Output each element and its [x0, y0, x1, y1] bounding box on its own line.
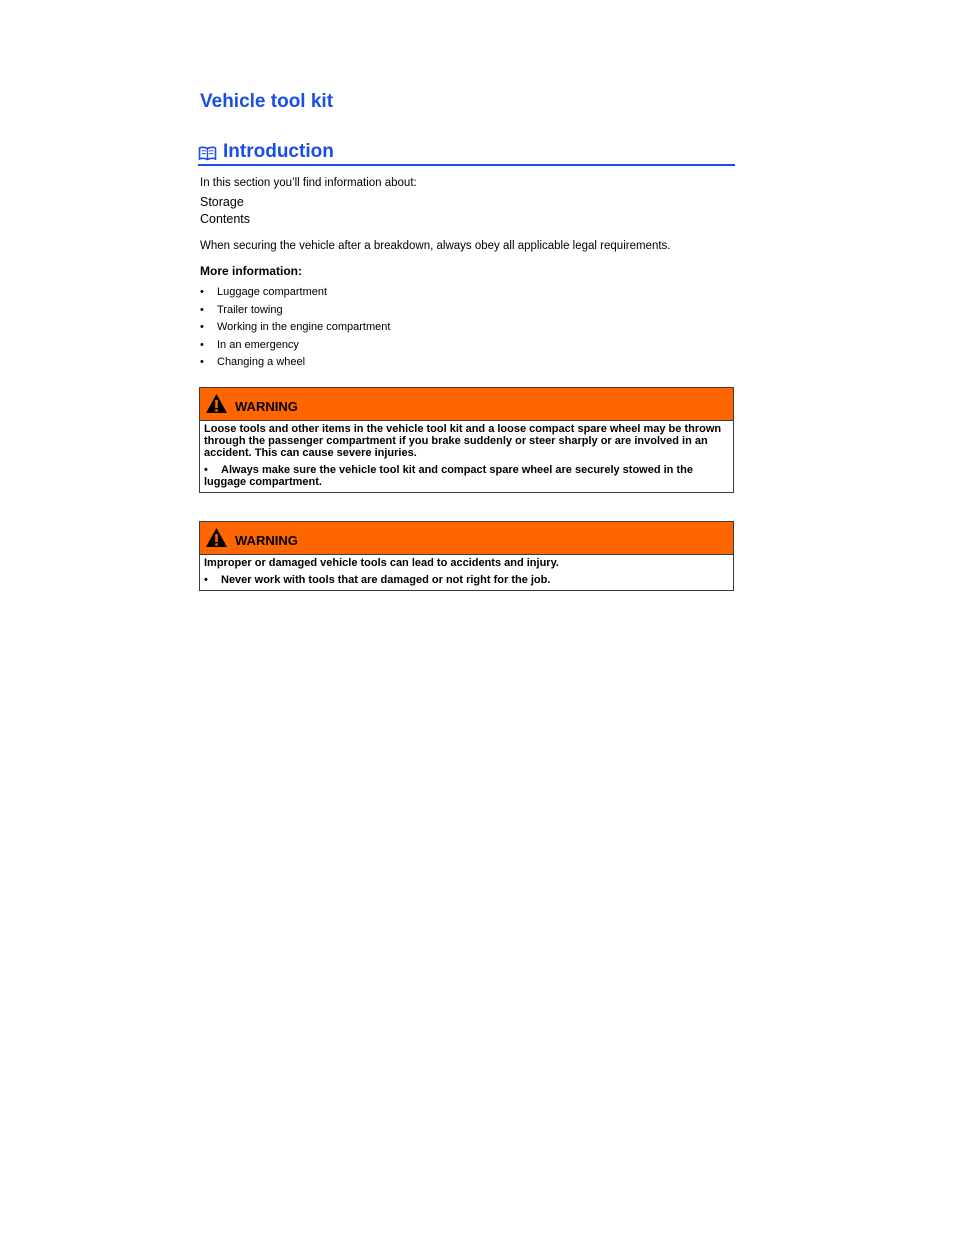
list-item[interactable]: [200, 285, 390, 303]
list-item[interactable]: [200, 303, 390, 321]
book-icon: [198, 145, 217, 162]
warning-box: [199, 521, 734, 591]
bullet-icon: •: [204, 464, 208, 476]
more-info-list: [200, 285, 390, 373]
warning-body: [200, 555, 733, 590]
topic-link-storage[interactable]: Storage: [200, 195, 244, 209]
warning-action-text: Never work with tools that are damaged or not right for the job.: [221, 574, 551, 586]
warning-box: [199, 387, 734, 493]
list-item-label: In an emergency: [217, 338, 299, 351]
warning-title: WARNING: [235, 399, 298, 414]
warning-triangle-icon: [205, 527, 228, 548]
bullet-icon: •: [200, 303, 204, 316]
warning-text: Improper or damaged vehicle tools can lead to accidents and injury.: [204, 557, 559, 569]
list-item[interactable]: [200, 320, 390, 338]
list-item-label: Trailer towing: [217, 303, 283, 316]
topic-link-contents[interactable]: Contents: [200, 212, 251, 226]
warning-triangle-icon: [205, 393, 228, 414]
list-item[interactable]: [200, 355, 390, 373]
list-item-label: Luggage compartment: [217, 286, 328, 298]
warning-text: Loose tools and other items in the vehicle tool kit and a loose compact spare wheel may be thrown through the passenger compartment if you brake suddenly or steer sharply or are involved in an accident. This can cause severe injuries.: [204, 423, 722, 459]
page-title: Vehicle tool kit: [200, 91, 334, 112]
intro-text: In this section you’ll find information about:: [200, 177, 417, 189]
warning-action: [204, 464, 729, 488]
warning-header: [200, 388, 733, 421]
bullet-icon: •: [200, 321, 204, 333]
list-item-label: Changing a wheel: [217, 356, 306, 368]
warning-header: [200, 522, 733, 555]
bullet-icon: •: [204, 574, 208, 586]
warning-body: [200, 421, 733, 492]
section-heading: [198, 140, 735, 166]
warning-action: [204, 574, 729, 586]
list-item[interactable]: [200, 338, 390, 356]
warning-action-text: Always make sure the vehicle tool kit and compact spare wheel are securely stowed in the luggage compartment.: [204, 464, 693, 488]
bullet-icon: •: [200, 338, 204, 351]
section-heading-text: Introduction: [223, 141, 334, 162]
bullet-icon: •: [200, 286, 204, 298]
warning-title: WARNING: [235, 533, 298, 548]
bullet-icon: •: [200, 356, 204, 368]
more-info-label: More information:: [200, 264, 302, 278]
list-item-label: Working in the engine compartment: [217, 321, 391, 333]
legal-note: When securing the vehicle after a breakdown, always obey all applicable legal requirements.: [200, 240, 671, 252]
